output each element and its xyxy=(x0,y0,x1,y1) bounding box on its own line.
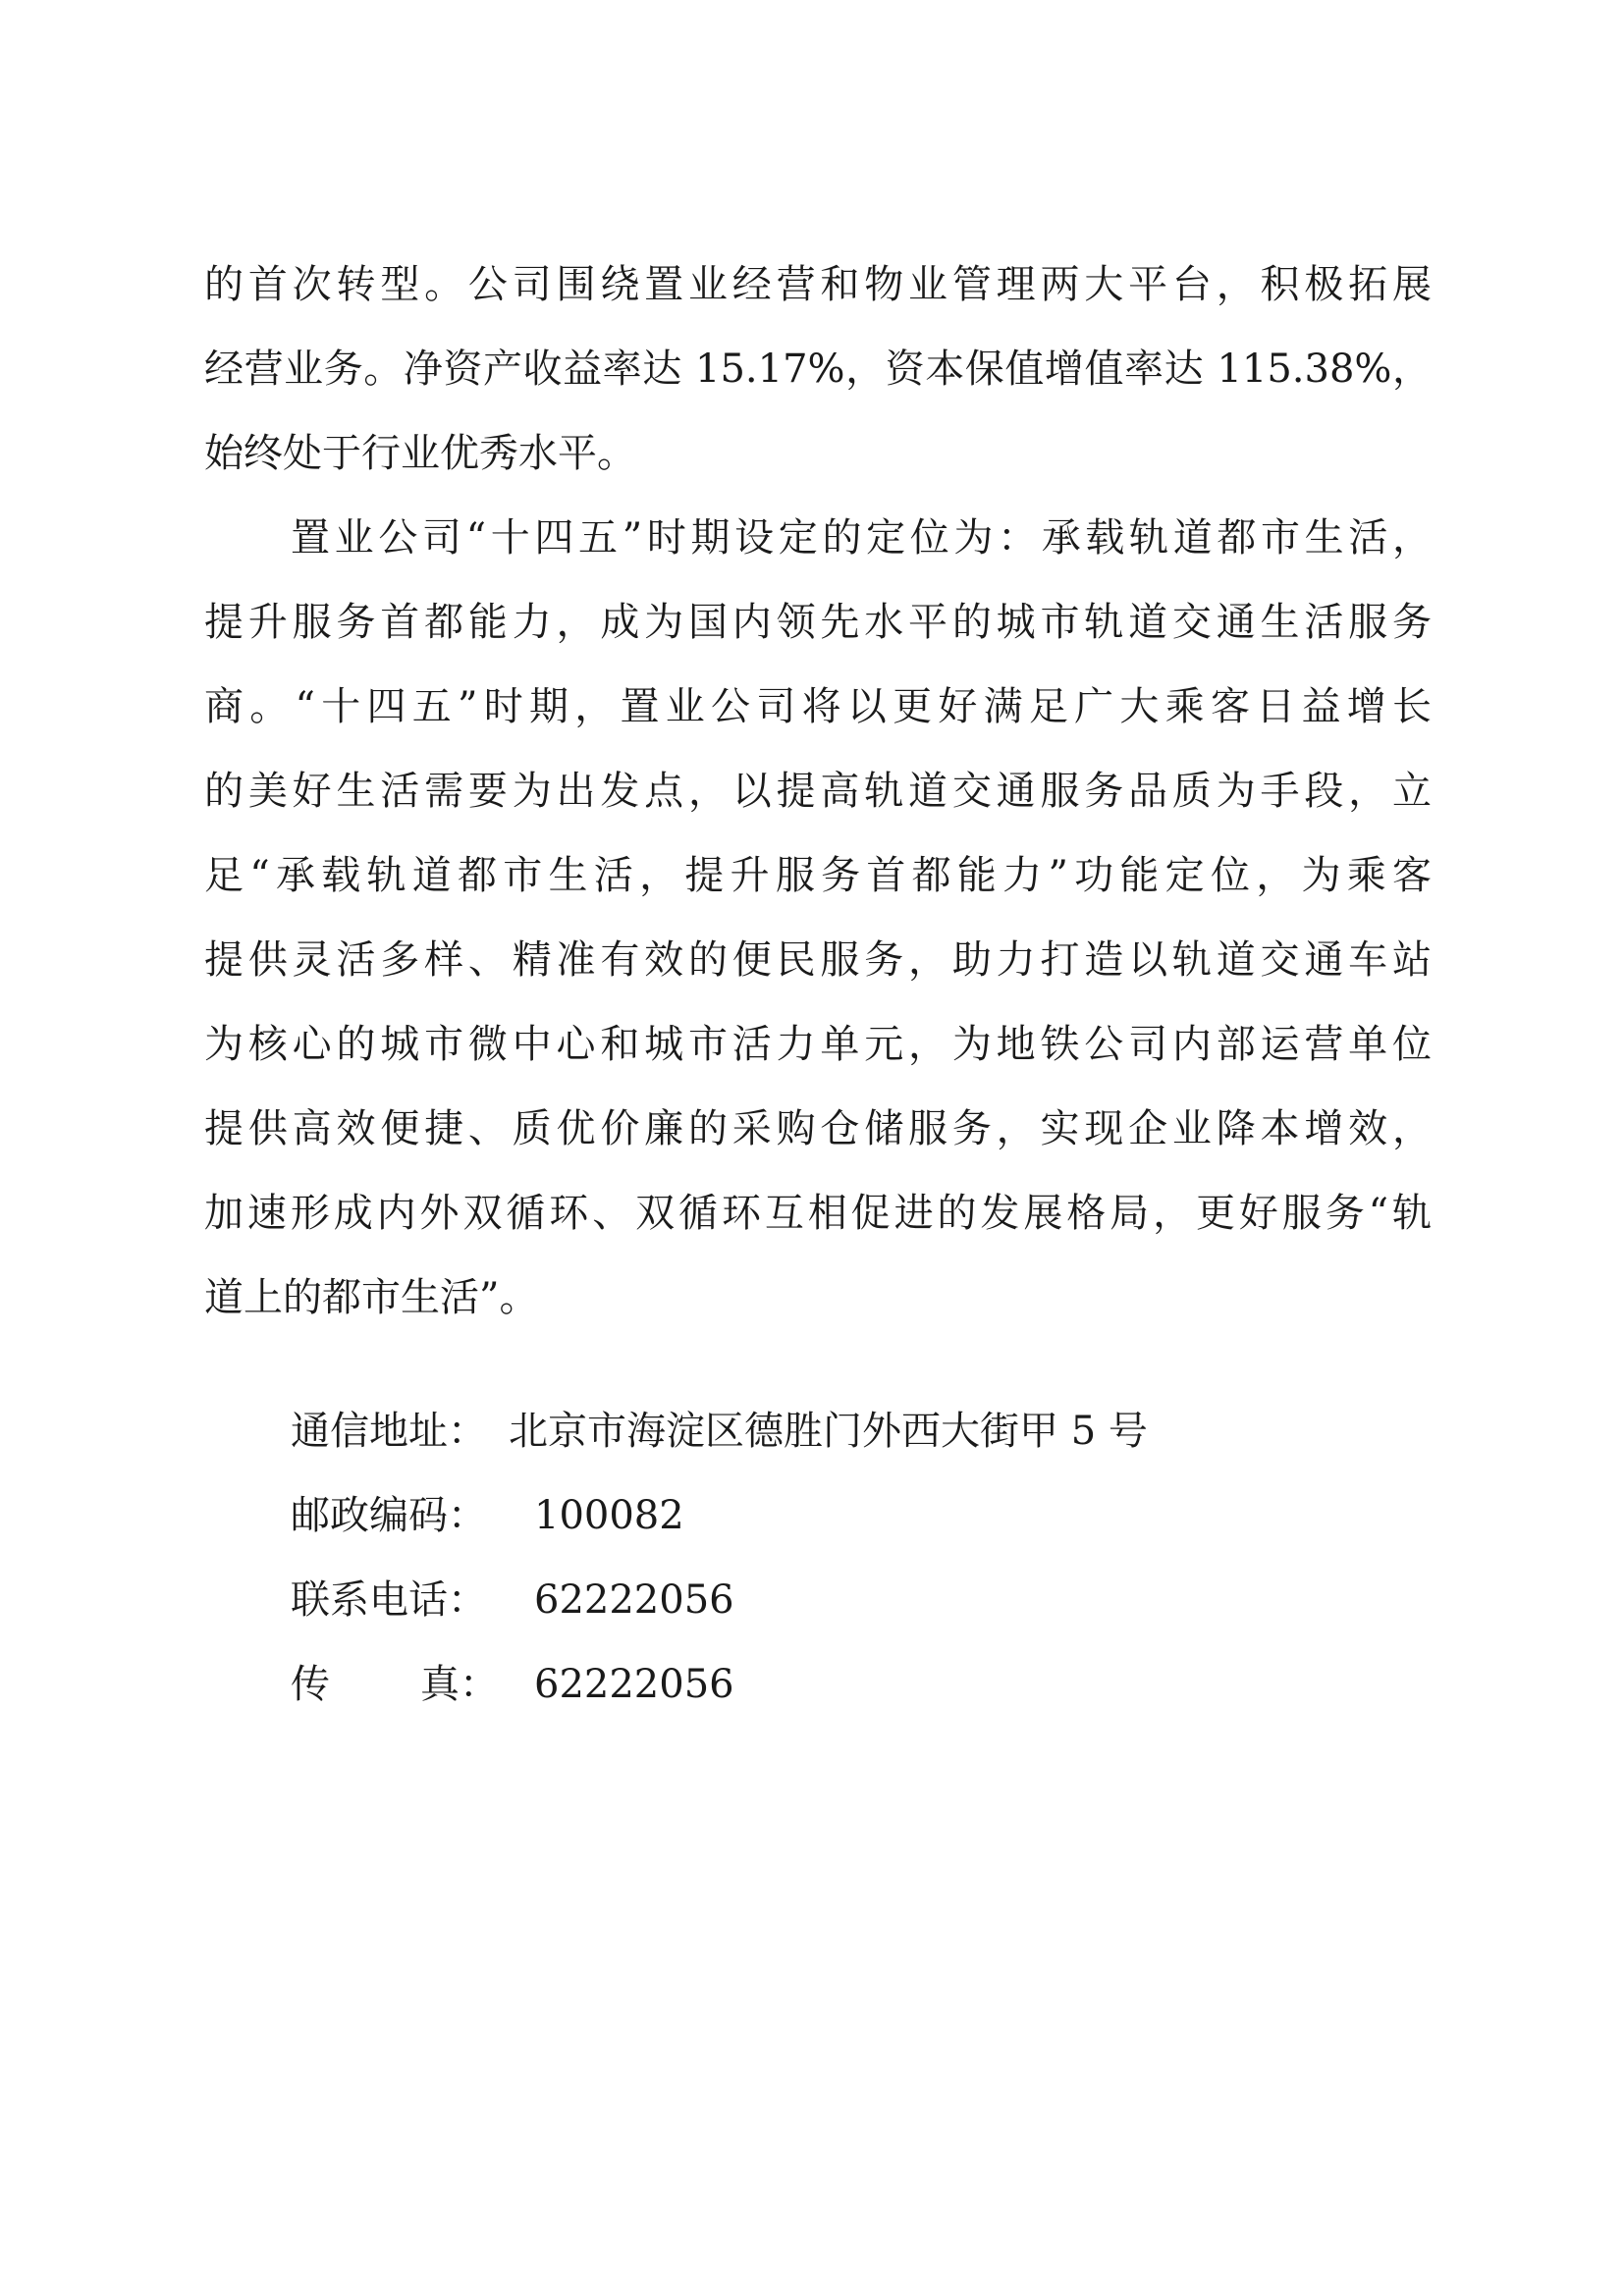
paragraph-line: 足“承载轨道都市生活，提升服务首都能力”功能定位，为乘客 xyxy=(204,853,1432,898)
fax-label-part-1: 传 xyxy=(291,1662,330,1707)
paragraph-line: 加速形成内外双循环、双循环互相促进的发展格局，更好服务“轨 xyxy=(204,1191,1432,1236)
fax-label xyxy=(291,1657,534,1712)
postcode-label: 邮政编码： xyxy=(291,1493,487,1538)
paragraph-line: 提升服务首都能力，成为国内领先水平的城市轨道交通生活服务 xyxy=(204,600,1432,645)
address-value: 北京市海淀区德胜门外西大街甲 5 号 xyxy=(509,1409,1148,1454)
paragraph-line: 商。“十四五”时期，置业公司将以更好满足广大乘客日益增长 xyxy=(204,684,1432,729)
paragraph-line: 的美好生活需要为出发点，以提高轨道交通服务品质为手段，立 xyxy=(204,769,1432,814)
contact-phone xyxy=(291,1573,734,1628)
paragraph-line: 提供高效便捷、质优价廉的采购仓储服务，实现企业降本增效， xyxy=(204,1106,1432,1151)
paragraph-line: 道上的都市生活”。 xyxy=(204,1275,539,1320)
contact-address xyxy=(291,1404,1148,1459)
contact-fax xyxy=(291,1657,734,1712)
address-label: 通信地址： xyxy=(291,1409,487,1454)
paragraph-line: 始终处于行业优秀水平。 xyxy=(204,431,636,476)
paragraph-line: 的首次转型。公司围绕置业经营和物业管理两大平台，积极拓展 xyxy=(204,262,1432,307)
paragraph-line: 提供灵活多样、精准有效的便民服务，助力打造以轨道交通车站 xyxy=(204,937,1432,983)
postcode-value: 100082 xyxy=(534,1493,684,1538)
fax-label-part-2: 真： xyxy=(420,1662,499,1707)
contact-postcode xyxy=(291,1488,684,1543)
paragraph-line: 经营业务。净资产收益率达 15.17%，资本保值增值率达 115.38%， xyxy=(204,347,1432,392)
phone-label: 联系电话： xyxy=(291,1577,487,1623)
fax-value: 62222056 xyxy=(534,1662,734,1707)
paragraph-line: 置业公司“十四五”时期设定的定位为：承载轨道都市生活， xyxy=(291,515,1432,561)
phone-value: 62222056 xyxy=(534,1577,734,1623)
paragraph-line: 为核心的城市微中心和城市活力单元，为地铁公司内部运营单位 xyxy=(204,1022,1432,1067)
